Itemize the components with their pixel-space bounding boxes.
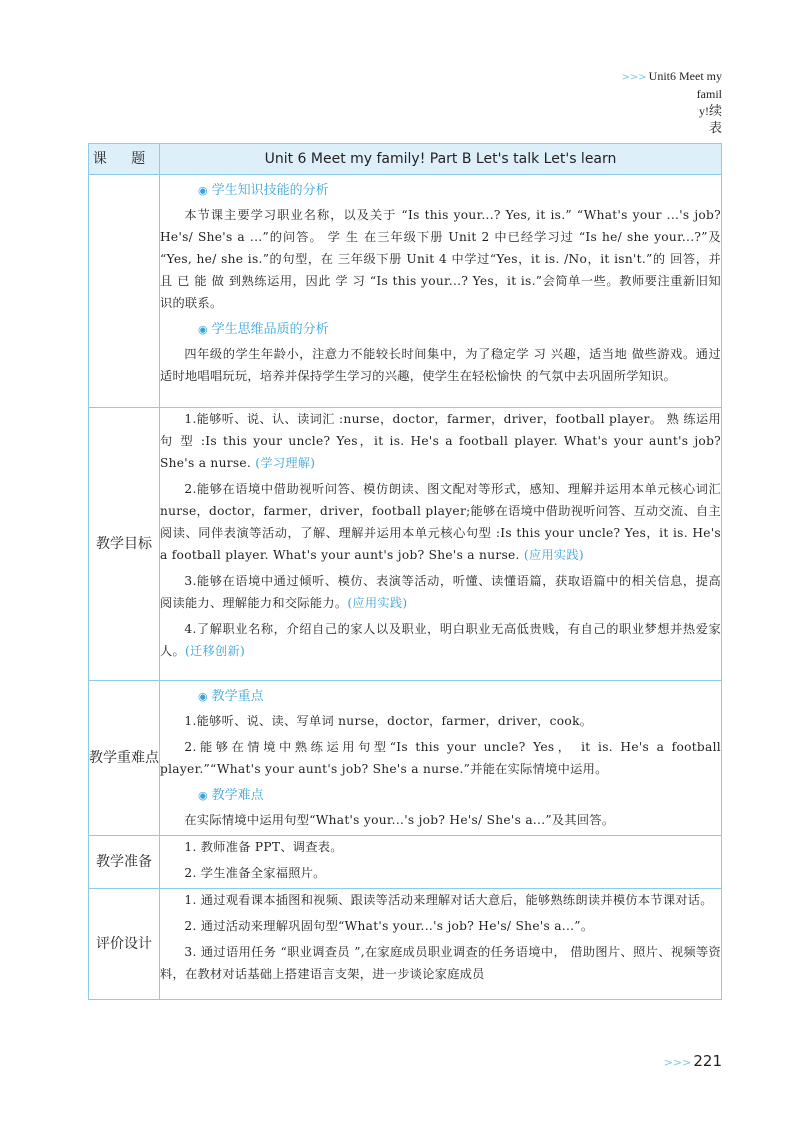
header-unit-line3: y!	[698, 104, 709, 118]
goal-4-text: 4.了解职业名称，介绍自己的家人以及职业，明白职业无高低贵贱，有自己的职业梦想并热爱家人。	[160, 622, 721, 658]
analysis-content	[160, 175, 722, 408]
key-point-2: 2.能够在情境中熟练运用句型“Is this your uncle? Yes， it is. He's a football player.”“What's your aunt's job? She's a nurse.”并能在实际情境中运用。	[160, 740, 721, 776]
goal-3-tag: (应用实践)	[347, 596, 408, 610]
header-unit-line2: famil	[696, 87, 722, 101]
header-cont-1: 续	[708, 104, 722, 119]
prep-content	[160, 836, 722, 889]
prep-label: 教学准备	[89, 836, 160, 889]
eval-item-1: 1. 通过观看课本插图和视频、跟读等活动来理解对话大意后，能够熟练朗读并模仿本节课对话。	[184, 893, 713, 907]
goal-1	[160, 408, 721, 474]
knowledge-heading	[198, 179, 721, 198]
difficulty-point: 在实际情境中运用句型“What's your...'s job? He's/ She's a...”及其回答。	[184, 813, 615, 827]
difficulty-heading	[198, 784, 721, 803]
keypoints-row	[89, 681, 722, 836]
lesson-title: Unit 6 Meet my family! Part B Let's talk Let's learn	[160, 144, 722, 175]
goal-2-tag: (应用实践)	[523, 548, 584, 562]
prep-row	[89, 836, 722, 889]
key-heading-text: 教学重点	[211, 689, 264, 704]
goal-4	[160, 618, 721, 662]
eval-row	[89, 889, 722, 1000]
header-unit-line1: Unit6 Meet my	[648, 69, 722, 83]
goal-2-text: 2.能够在语境中借助视听问答、模仿朗读、图文配对等形式，感知、理解并运用本单元核心词汇 nurse，doctor，farmer，driver，football player;能够在语境中借助视听问答、互动交流、自主阅读、同伴表演等活动，了解、理解并运用本单元核心句型 :Is this your uncle? Yes，it is. He's a football player. What's your aunt's job? She's a nurse.	[160, 482, 721, 562]
key-point-1: 1.能够听、说、读、写单词 nurse，doctor，farmer，driver，cook。	[184, 714, 593, 728]
header-cont-2: 表	[708, 121, 722, 136]
goals-label: 教学目标	[89, 408, 160, 681]
circle-bullet-icon: ◉	[198, 184, 208, 197]
goal-1-tag: (学习理解)	[255, 456, 316, 470]
goal-3-text: 3.能够在语境中通过倾听、模仿、表演等活动，听懂、读懂语篇，获取语篇中的相关信息，提高阅读能力、理解能力和交际能力。	[160, 574, 721, 610]
key-heading	[198, 685, 721, 704]
thinking-heading	[198, 318, 721, 337]
analysis-label	[89, 175, 160, 408]
page-number-value: 221	[693, 1052, 722, 1070]
keypoints-label: 教学重难点	[89, 681, 160, 836]
goal-1-text: 1.能够听、说、认、读词汇 :nurse，doctor，farmer，driver，football player。 熟 练运用句 型 :Is this your uncle? Yes，it is. He's a football player. What's your aunt's job? She's a nurse.	[160, 412, 721, 470]
footer-arrows: >>>	[663, 1056, 692, 1069]
circle-bullet-icon: ◉	[198, 789, 208, 802]
keypoints-content	[160, 681, 722, 836]
page-number	[664, 1052, 722, 1070]
analysis-row	[89, 175, 722, 408]
running-header	[592, 68, 722, 137]
eval-item-2: 2. 通过活动来理解巩固句型“What's your...'s job? He's/ She's a...”。	[184, 919, 594, 933]
prep-item-1: 1. 教师准备 PPT、调查表。	[184, 840, 343, 854]
prep-item-2: 2. 学生准备全家福照片。	[184, 866, 326, 880]
header-arrows: >>>	[621, 72, 647, 83]
thinking-heading-text: 学生思维品质的分析	[211, 322, 329, 337]
thinking-paragraph: 四年级的学生年龄小，注意力不能较长时间集中，为了稳定学 习 兴趣，适当地 做些游戏。通过适时地唱唱玩玩，培养并保持学生学习的兴趣，使学生在轻松愉快 的气氛中去巩固所学知识。	[160, 347, 721, 383]
title-label: 课 题	[89, 144, 160, 175]
knowledge-paragraph: 本节课主要学习职业名称，以及关于 “Is this your...? Yes, it is.” “What's your ...'s job? He's/ She's a ...”的问答。 学 生 在三年级下册 Unit 2 中已经学习过 “Is he/ she your...?”及 “Yes, he/ she is.”的句型，在 三年级下册 Unit 4 中学过“Yes，it is. /No，it isn't.”的 回答，并 且 已 能 做 到熟练运用，因此 学 习 “Is this your...? Yes，it is.”会简单一些。教师要注重新旧知识的联系。	[160, 208, 721, 310]
goals-content	[160, 408, 722, 681]
goals-row	[89, 408, 722, 681]
circle-bullet-icon: ◉	[198, 690, 208, 703]
goal-4-tag: (迁移创新)	[184, 644, 246, 658]
eval-content	[160, 889, 722, 1000]
lesson-plan-table	[88, 143, 722, 1000]
difficulty-heading-text: 教学难点	[211, 788, 264, 803]
title-row	[89, 144, 722, 175]
knowledge-heading-text: 学生知识技能的分析	[211, 183, 329, 198]
goal-2	[160, 478, 721, 566]
circle-bullet-icon: ◉	[198, 323, 208, 336]
goal-3	[160, 570, 721, 614]
eval-label: 评价设计	[89, 889, 160, 1000]
eval-item-3: 3. 通过语用任务 “职业调查员 ”,在家庭成员职业调查的任务语境中， 借助图片、照片、视频等资料，在教材对话基础上搭建语言支架，进一步谈论家庭成员	[160, 945, 721, 981]
